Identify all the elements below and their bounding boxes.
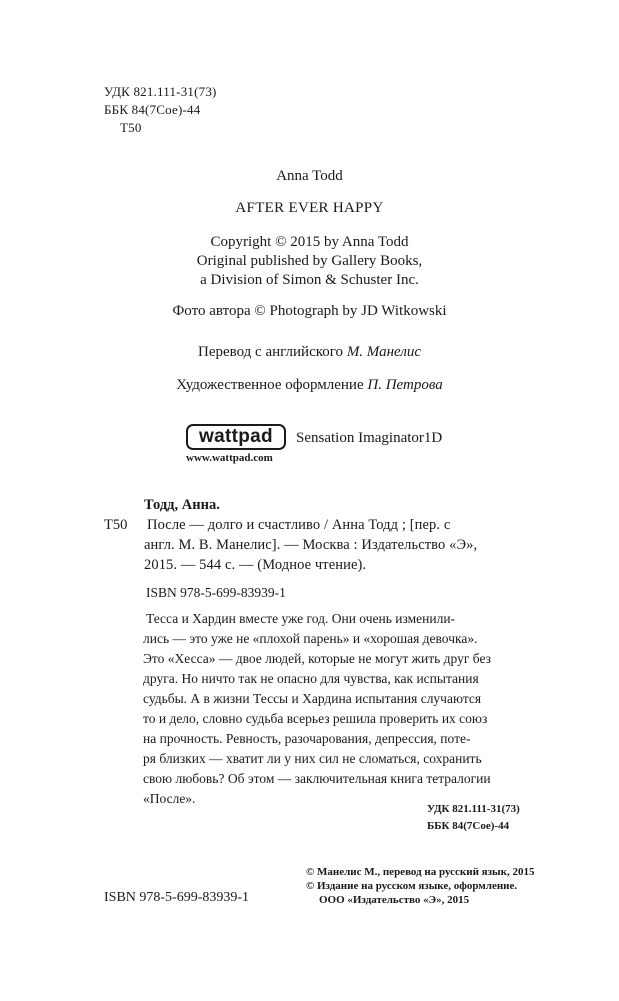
copyright-line-2: Original published by Gallery Books, — [196, 253, 423, 269]
designer-name: П. Петрова — [367, 377, 443, 393]
annotation-line: свою любовь? Об этом — заключительная книга тетралогии — [143, 771, 491, 786]
annotation-line: «После». — [143, 791, 196, 806]
annotation-line: друга. Но ничто так не опасно для чувства, как испытания — [143, 671, 479, 686]
design-prefix: Художественное оформление — [176, 377, 368, 393]
translator-name: М. Манелис — [346, 344, 422, 360]
author-mark: Т50 — [120, 120, 142, 135]
annotation-line: судьбы. А в жизни Тессы и Хардина испытания случаются — [143, 691, 482, 706]
wattpad-url: www.wattpad.com — [186, 452, 273, 464]
card-mark: Т50 — [104, 517, 128, 533]
card-desc-line: англ. М. В. Манелис]. — Москва : Издательство «Э», — [144, 537, 478, 553]
card-heading: Тодд, Анна. — [144, 497, 220, 513]
card-udk: УДК 821.111-31(73) — [427, 803, 520, 815]
original-author: Anna Todd — [276, 168, 343, 184]
copyright-line-3: a Division of Simon & Schuster Inc. — [200, 272, 419, 288]
original-title: AFTER EVER HAPPY — [235, 200, 384, 216]
annotation-line: Тесса и Хардин вместе уже год. Они очень изменили- — [146, 611, 456, 626]
rights-line: ООО «Издательство «Э», 2015 — [319, 894, 470, 906]
photo-credit: Фото автора © Photograph by JD Witkowski — [172, 303, 447, 319]
translation-prefix: Перевод с английского — [197, 344, 347, 360]
bbk-code: ББК 84(7Сое)-44 — [104, 102, 201, 117]
translation-credit — [0, 344, 619, 361]
udk-code: УДК 821.111-31(73) — [104, 84, 217, 99]
sensation-imprint: Sensation Imaginator1D — [296, 430, 443, 446]
annotation-line: лись — это уже не «плохой парень» и «хорошая девочка». — [143, 631, 478, 646]
annotation-line: то и дело, словно судьба всерьез решила проверить их союз — [143, 711, 488, 726]
wattpad-logo: wattpad — [186, 424, 286, 450]
design-credit — [0, 377, 619, 394]
card-desc-line: После — долго и счастливо / Анна Тодд ; [пер. с — [147, 517, 451, 533]
rights-line: © Издание на русском языке, оформление. — [306, 880, 518, 892]
card-isbn: ISBN 978-5-699-83939-1 — [146, 585, 286, 600]
annotation-line: Это «Хесса» — двое людей, которые не могут жить друг без — [143, 651, 491, 666]
card-desc-line: 2015. — 544 с. — (Модное чтение). — [144, 557, 367, 573]
footer-isbn: ISBN 978-5-699-83939-1 — [104, 890, 250, 905]
annotation-line: на прочность. Ревность, разочарования, депрессия, поте- — [143, 731, 471, 746]
rights-line: © Манелис М., перевод на русский язык, 2015 — [306, 866, 535, 878]
copyright-line-1: Copyright © 2015 by Anna Todd — [210, 234, 409, 250]
card-bbk: ББК 84(7Сое)-44 — [427, 820, 510, 832]
annotation-line: ря близких — хватит ли у них сил не сломаться, сохранить — [143, 751, 482, 766]
